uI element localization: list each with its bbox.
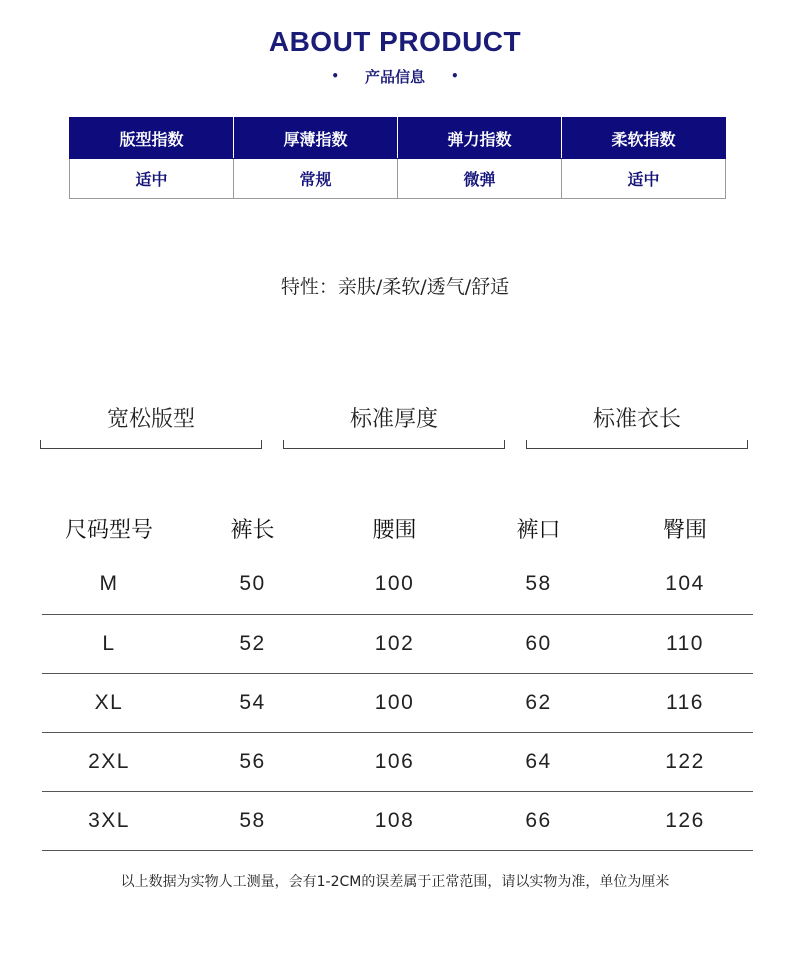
- page-title: ABOUT PRODUCT: [268, 26, 522, 57]
- size-header-leg-opening: 裤口: [516, 517, 561, 543]
- bullet-dot-right: •: [451, 69, 459, 83]
- tag-label: 标准厚度: [349, 407, 438, 432]
- table-row: [42, 615, 753, 674]
- tag-bracket: [283, 440, 505, 449]
- cell-length: 56: [176, 733, 329, 792]
- cell-hip: 122: [617, 733, 753, 792]
- size-header-row: [42, 503, 753, 553]
- index-value-row: [70, 159, 726, 199]
- cell-hip: 116: [617, 674, 753, 733]
- cell-waist: 100: [329, 553, 460, 615]
- cell-waist: 108: [329, 792, 460, 851]
- size-chart-table: [42, 503, 753, 851]
- table-row: [42, 674, 753, 733]
- index-header-softness: 柔软指数: [562, 118, 726, 159]
- cell-hip: 126: [617, 792, 753, 851]
- subtitle-text: 产品信息: [364, 68, 425, 86]
- feature-text: 特性：亲肤/柔软/透气/舒适: [280, 276, 510, 298]
- cell-size: 2XL: [42, 733, 176, 792]
- size-header-waist: 腰围: [372, 517, 417, 543]
- cell-length: 54: [176, 674, 329, 733]
- tag-bracket: [526, 440, 748, 449]
- cell-leg-opening: 60: [460, 615, 617, 674]
- size-header-hip: 臀围: [662, 517, 707, 543]
- index-value-fit: 适中: [70, 159, 234, 199]
- cell-waist: 102: [329, 615, 460, 674]
- cell-length: 58: [176, 792, 329, 851]
- page-subtitle: [0, 66, 790, 87]
- cell-waist: 106: [329, 733, 460, 792]
- measurement-footnote: 以上数据为实物人工测量，会有1-2CM的误差属于正常范围，请以实物为准，单位为厘米: [120, 874, 670, 890]
- cell-length: 50: [176, 553, 329, 615]
- cell-hip: 110: [617, 615, 753, 674]
- tag-label: 宽松版型: [106, 407, 195, 432]
- size-header-length: 裤长: [230, 517, 275, 543]
- cell-leg-opening: 64: [460, 733, 617, 792]
- product-index-table: [69, 117, 726, 199]
- tag-standard-thickness: [283, 402, 505, 449]
- cell-length: 52: [176, 615, 329, 674]
- index-value-thickness: 常规: [234, 159, 398, 199]
- cell-size: 3XL: [42, 792, 176, 851]
- cell-waist: 100: [329, 674, 460, 733]
- cell-size: XL: [42, 674, 176, 733]
- cell-size: M: [42, 553, 176, 615]
- table-row: [42, 733, 753, 792]
- tag-label: 标准衣长: [592, 407, 681, 432]
- index-value-softness: 适中: [562, 159, 726, 199]
- tag-standard-length: [526, 402, 748, 449]
- cell-leg-opening: 62: [460, 674, 617, 733]
- tag-loose-fit: [40, 402, 262, 449]
- index-header-elasticity: 弹力指数: [398, 118, 562, 159]
- table-row: [42, 792, 753, 851]
- index-header-thickness: 厚薄指数: [234, 118, 398, 159]
- index-header-row: [70, 118, 726, 159]
- bullet-dot-left: •: [331, 69, 339, 83]
- table-row: [42, 553, 753, 615]
- cell-leg-opening: 66: [460, 792, 617, 851]
- size-header-size: 尺码型号: [64, 517, 153, 543]
- cell-hip: 104: [617, 553, 753, 615]
- cell-size: L: [42, 615, 176, 674]
- cell-leg-opening: 58: [460, 553, 617, 615]
- index-value-elasticity: 微弹: [398, 159, 562, 199]
- tag-bracket: [40, 440, 262, 449]
- index-header-fit: 版型指数: [70, 118, 234, 159]
